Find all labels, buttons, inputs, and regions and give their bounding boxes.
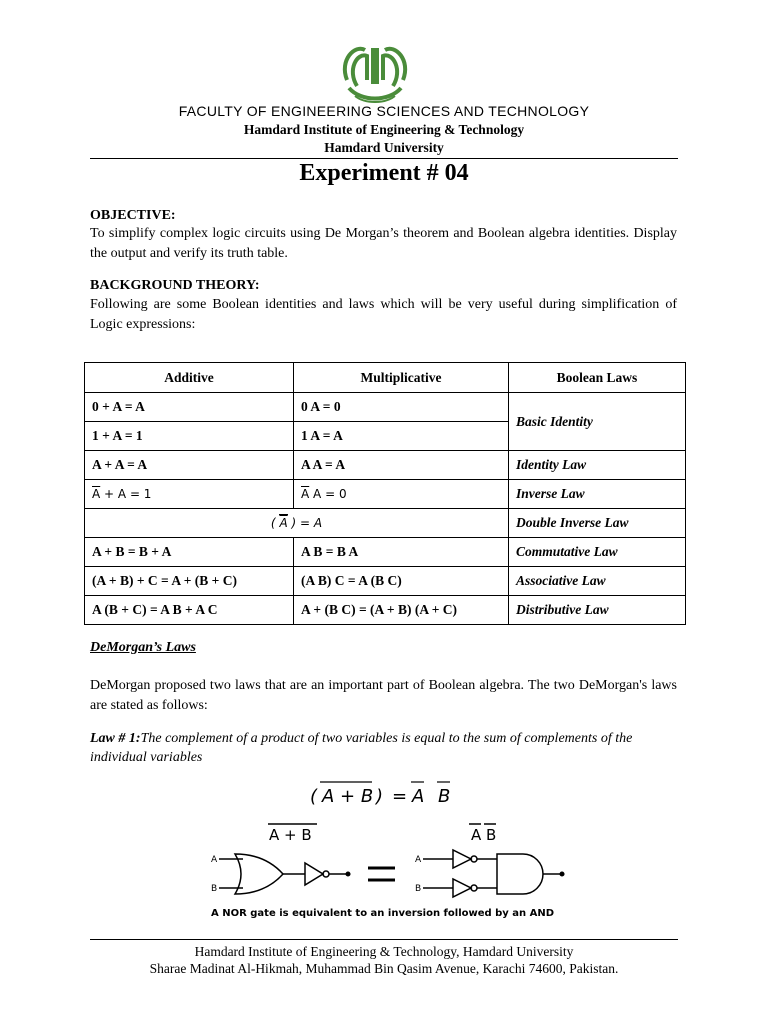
footer-divider	[90, 939, 678, 940]
demorgan-formula	[300, 776, 480, 810]
inverse-multiplicative-rest: A = 0	[313, 487, 347, 501]
svg-text:(: (	[310, 786, 318, 807]
header-divider	[90, 158, 678, 159]
input-a-left: A	[211, 855, 218, 865]
law-cell: Double Inverse Law	[509, 509, 686, 538]
additive-cell: A (B + C) = A B + A C	[85, 596, 294, 625]
law-cell: Inverse Law	[509, 480, 686, 509]
svg-text:A: A	[412, 786, 425, 807]
additive-cell: (A + B) + C = A + (B + C)	[85, 567, 294, 596]
multiplicative-cell: (A B) C = A (B C)	[294, 567, 509, 596]
page-title: Experiment # 04	[299, 160, 469, 186]
law-cell: Distributive Law	[509, 596, 686, 625]
additive-cell: A + A = A	[85, 451, 294, 480]
objective-heading: OBJECTIVE:	[90, 208, 176, 223]
additive-cell	[85, 480, 294, 509]
table-row	[85, 596, 686, 625]
additive-cell: A + B = B + A	[85, 538, 294, 567]
background-text: Following are some Boolean identities and laws which will be very useful during simplification of Logic expressions:	[90, 297, 677, 332]
law-cell: Commutative Law	[509, 538, 686, 567]
multiplicative-cell: 0 A = 0	[294, 393, 509, 422]
table-row	[85, 509, 686, 538]
multiplicative-cell: A B = B A	[294, 538, 509, 567]
input-a-right: A	[415, 855, 422, 865]
additive-cell: 1 + A = 1	[85, 422, 294, 451]
input-b-right: B	[415, 884, 422, 894]
column-header: Boolean Laws	[509, 363, 686, 393]
left-expression-label: A + B	[269, 826, 312, 844]
table-row	[85, 451, 686, 480]
law1-label: Law # 1:	[90, 731, 141, 746]
svg-text:B: B	[438, 786, 451, 807]
university-logo	[335, 40, 415, 106]
background-heading: BACKGROUND THEORY:	[90, 278, 260, 293]
column-header: Multiplicative	[294, 363, 509, 393]
double-bar-a: $\overline{A}$	[279, 516, 288, 530]
a-bar: $\overline{A}$	[301, 487, 310, 501]
university-name: Hamdard University	[324, 140, 444, 155]
law-cell: Basic Identity	[509, 393, 686, 451]
objective-text: To simplify complex logic circuits using De Morgan’s theorem and Boolean algebra identities. Display the output and verify its truth table.	[90, 226, 677, 261]
svg-text:=: =	[392, 786, 408, 807]
nor-equivalence-diagram	[205, 818, 575, 924]
multiplicative-cell: A + (B C) = (A + B) (A + C)	[294, 596, 509, 625]
footer-address: Sharae Madinat Al-Hikmah, Muhammad Bin Qasim Avenue, Karachi 74600, Pakistan.	[149, 961, 619, 976]
additive-cell: 0 + A = A	[85, 393, 294, 422]
law-cell: Associative Law	[509, 567, 686, 596]
inverse-additive-rest: + A = 1	[104, 487, 152, 501]
footer-institute: Hamdard Institute of Engineering & Technology, Hamdard University	[194, 944, 574, 959]
law1-text: The complement of a product of two variables is equal to the sum of complements of the individual variables	[90, 731, 633, 765]
right-expression-label: A B	[471, 826, 497, 844]
svg-text:): )	[376, 786, 384, 807]
multiplicative-cell	[294, 480, 509, 509]
table-row	[85, 393, 686, 422]
multiplicative-cell: A A = A	[294, 451, 509, 480]
table-header-row	[85, 363, 686, 393]
faculty-heading: FACULTY OF ENGINEERING SCIENCES AND TECHNOLOGY	[178, 103, 590, 119]
multiplicative-cell: 1 A = A	[294, 422, 509, 451]
table-row	[85, 567, 686, 596]
svg-text:A + B: A + B	[322, 786, 374, 807]
input-b-left: B	[211, 884, 218, 894]
demorgan-heading: DeMorgan’s Laws	[90, 640, 196, 655]
law1-statement	[90, 729, 690, 767]
boolean-laws-table	[84, 362, 686, 625]
double-inverse-cell: ( $\overline{A}$ ) = A	[85, 509, 509, 538]
table-row	[85, 538, 686, 567]
double-inverse-rest: ) = A	[291, 516, 323, 530]
law-cell: Identity Law	[509, 451, 686, 480]
a-bar: $\overline{A}$	[92, 487, 101, 501]
institute-name: Hamdard Institute of Engineering & Technology	[243, 122, 525, 137]
table-row	[85, 480, 686, 509]
diagram-caption: A NOR gate is equivalent to an inversion followed by an AND	[211, 908, 555, 919]
demorgan-intro: DeMorgan proposed two laws that are an important part of Boolean algebra. The two DeMorgan's laws are stated as follows:	[90, 678, 677, 713]
column-header: Additive	[85, 363, 294, 393]
